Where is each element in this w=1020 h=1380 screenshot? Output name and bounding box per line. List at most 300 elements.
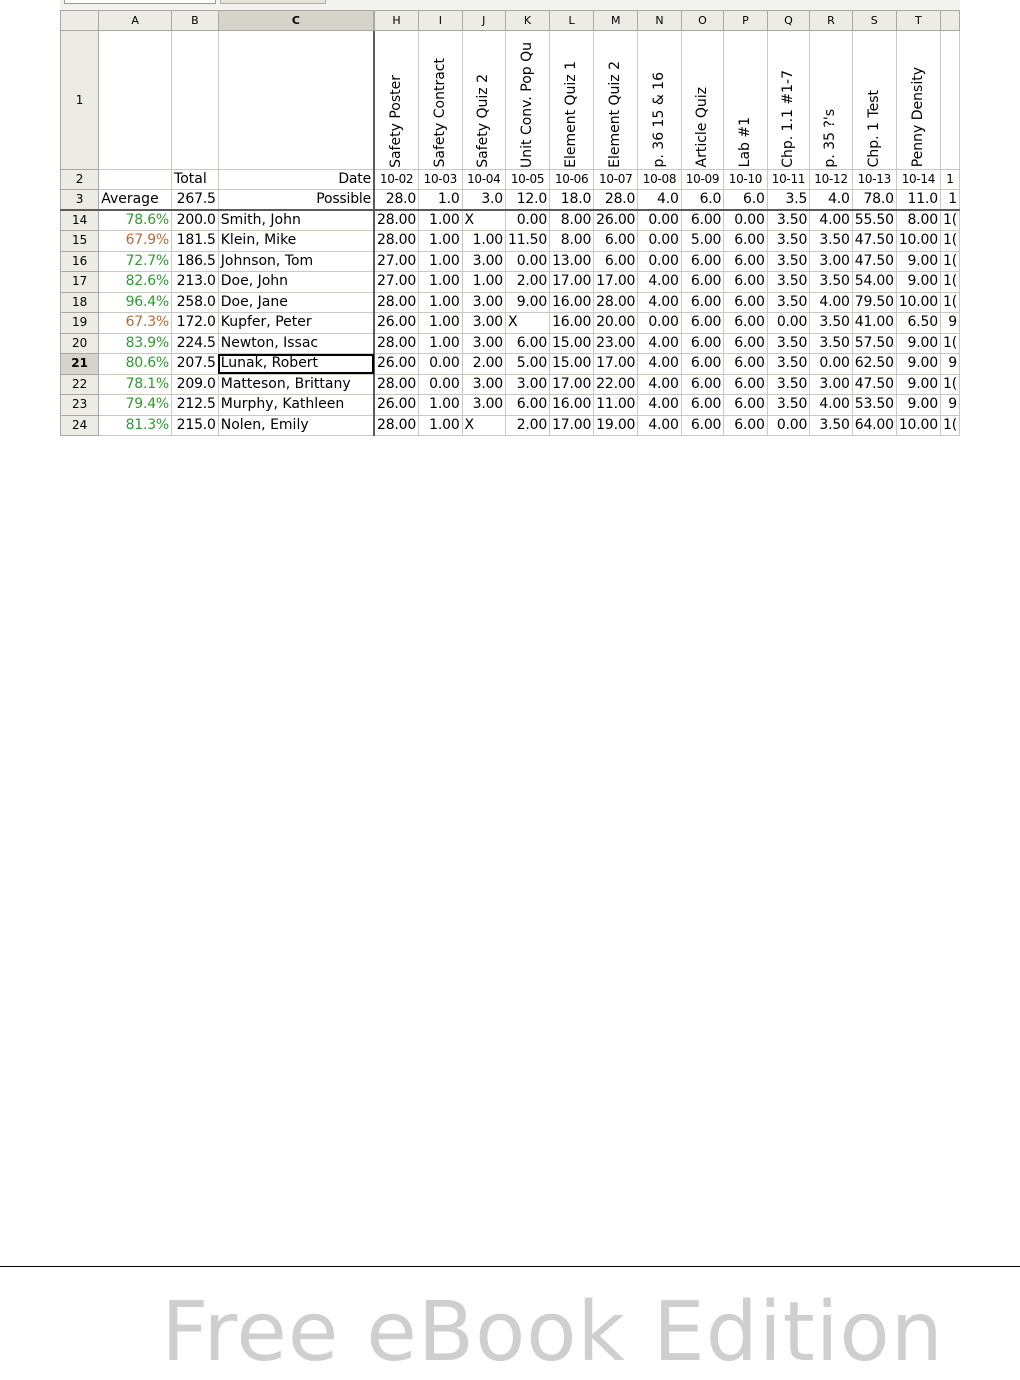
row-header[interactable]: 1 — [61, 31, 99, 170]
column-header-r[interactable]: R — [810, 11, 853, 31]
score-cell[interactable]: 26.00 — [374, 395, 419, 416]
score-cell[interactable]: 27.00 — [374, 251, 419, 272]
possible-points-cell[interactable]: 3.5 — [767, 190, 810, 211]
assignment-name: Element Quiz 1 — [563, 60, 580, 168]
percent-cell[interactable]: 81.3% — [99, 415, 172, 436]
column-header-t[interactable]: T — [896, 11, 940, 31]
date-cell[interactable]: 10-06 — [550, 170, 594, 190]
student-name-cell[interactable]: Doe, John — [218, 272, 374, 293]
column-header-h[interactable]: H — [374, 11, 419, 31]
score-cell[interactable]: X — [462, 415, 505, 436]
score-cell[interactable]: 8.00 — [550, 231, 594, 252]
total-cell[interactable]: 258.0 — [172, 292, 219, 313]
score-cell[interactable]: 3.50 — [767, 231, 810, 252]
assignment-name-cell[interactable] — [767, 31, 810, 170]
score-cell[interactable]: 8.00 — [550, 210, 594, 231]
assignment-name-cell[interactable] — [374, 31, 419, 170]
date-cell[interactable]: 1 — [940, 170, 959, 190]
score-cell[interactable]: 53.50 — [852, 395, 896, 416]
score-cell[interactable]: 3.00 — [462, 251, 505, 272]
row-header[interactable]: 3 — [61, 190, 99, 211]
score-cell[interactable]: 2.00 — [505, 415, 549, 436]
score-cell[interactable]: 6.00 — [681, 354, 724, 375]
score-cell[interactable]: 0.00 — [419, 374, 462, 395]
score-cell[interactable]: 1( — [940, 210, 959, 231]
score-cell[interactable]: 3.50 — [767, 272, 810, 293]
date-cell[interactable]: 10-02 — [374, 170, 419, 190]
score-cell[interactable]: 28.00 — [374, 210, 419, 231]
cell[interactable] — [218, 31, 374, 170]
row-header[interactable]: 17 — [61, 272, 99, 293]
score-cell[interactable]: 1( — [940, 231, 959, 252]
score-cell[interactable]: 26.00 — [374, 354, 419, 375]
column-header-l[interactable]: L — [550, 11, 594, 31]
column-header-row — [61, 11, 960, 31]
score-cell[interactable]: 9.00 — [896, 354, 940, 375]
total-cell[interactable]: 215.0 — [172, 415, 219, 436]
score-cell[interactable]: 3.00 — [462, 395, 505, 416]
score-cell[interactable]: 0.00 — [505, 251, 549, 272]
column-header-k[interactable]: K — [505, 11, 549, 31]
score-cell[interactable]: 1.00 — [419, 415, 462, 436]
date-cell[interactable]: 10-05 — [505, 170, 549, 190]
score-cell[interactable]: 47.50 — [852, 231, 896, 252]
score-cell[interactable]: 17.00 — [594, 272, 638, 293]
score-cell[interactable]: X — [505, 313, 549, 334]
student-name-cell[interactable]: Smith, John — [218, 210, 374, 231]
score-cell[interactable]: 1.00 — [419, 210, 462, 231]
row-header[interactable]: 20 — [61, 333, 99, 354]
score-cell[interactable]: 3.50 — [767, 354, 810, 375]
score-cell[interactable]: 62.50 — [852, 354, 896, 375]
assignment-name: Lab #1 — [736, 117, 753, 168]
score-cell[interactable]: 4.00 — [638, 272, 681, 293]
score-cell[interactable]: 0.00 — [638, 231, 681, 252]
column-header-o[interactable]: O — [681, 11, 724, 31]
assignment-name: p. 36 15 & 16 — [650, 72, 667, 168]
score-cell[interactable]: 6.00 — [681, 374, 724, 395]
score-cell[interactable]: 9.00 — [896, 374, 940, 395]
date-cell[interactable]: 10-03 — [419, 170, 462, 190]
date-cell[interactable]: 10-12 — [810, 170, 853, 190]
assignment-name-cell[interactable] — [724, 31, 767, 170]
score-cell[interactable]: 26.00 — [374, 313, 419, 334]
assignment-name: Article Quiz — [693, 87, 710, 168]
score-cell[interactable]: 6.00 — [681, 292, 724, 313]
score-cell[interactable]: 1.00 — [419, 231, 462, 252]
total-cell[interactable]: 213.0 — [172, 272, 219, 293]
possible-points-cell[interactable]: 6.0 — [681, 190, 724, 211]
column-header-n[interactable]: N — [638, 11, 681, 31]
assignment-name-cell[interactable] — [550, 31, 594, 170]
score-cell[interactable]: 1.00 — [462, 231, 505, 252]
assignment-name: Safety Contract — [431, 58, 448, 168]
score-cell[interactable]: 6.00 — [724, 333, 767, 354]
score-cell[interactable]: 1( — [940, 374, 959, 395]
score-cell[interactable]: 6.00 — [681, 415, 724, 436]
score-cell[interactable]: 3.00 — [810, 374, 853, 395]
column-header-i[interactable]: I — [419, 11, 462, 31]
total-cell[interactable]: 212.5 — [172, 395, 219, 416]
score-cell[interactable]: 28.00 — [374, 333, 419, 354]
assignment-name-cell[interactable] — [419, 31, 462, 170]
score-cell[interactable]: 9.00 — [896, 251, 940, 272]
percent-cell[interactable]: 72.7% — [99, 251, 172, 272]
cell[interactable] — [172, 31, 219, 170]
score-cell[interactable]: 28.00 — [374, 374, 419, 395]
score-cell[interactable]: 2.00 — [505, 272, 549, 293]
score-cell[interactable]: 17.00 — [550, 272, 594, 293]
score-cell[interactable]: 55.50 — [852, 210, 896, 231]
score-cell[interactable]: 28.00 — [374, 415, 419, 436]
assignment-name-row — [61, 31, 960, 170]
score-cell[interactable]: 0.00 — [767, 415, 810, 436]
score-cell[interactable]: 19.00 — [594, 415, 638, 436]
score-cell[interactable]: 15.00 — [550, 333, 594, 354]
score-cell[interactable]: 3.50 — [767, 251, 810, 272]
score-cell[interactable]: 17.00 — [594, 354, 638, 375]
score-cell[interactable]: 4.00 — [638, 292, 681, 313]
score-cell[interactable]: 3.00 — [462, 292, 505, 313]
date-cell[interactable]: 10-04 — [462, 170, 505, 190]
assignment-name: Unit Conv. Pop Qu — [519, 41, 536, 168]
possible-points-cell[interactable]: 4.0 — [810, 190, 853, 211]
score-cell[interactable]: 57.50 — [852, 333, 896, 354]
row-header[interactable]: 16 — [61, 251, 99, 272]
score-cell[interactable]: 2.00 — [462, 354, 505, 375]
score-cell[interactable]: 13.00 — [550, 251, 594, 272]
score-cell[interactable]: 0.00 — [419, 354, 462, 375]
toolbar-button[interactable] — [220, 0, 326, 4]
score-cell[interactable]: 6.00 — [724, 415, 767, 436]
date-cell[interactable]: 10-09 — [681, 170, 724, 190]
score-cell[interactable]: 1.00 — [419, 333, 462, 354]
student-name-cell[interactable]: Kupfer, Peter — [218, 313, 374, 334]
student-name-cell[interactable]: Lunak, Robert — [218, 354, 374, 375]
score-cell[interactable]: 3.00 — [462, 333, 505, 354]
date-label-cell[interactable]: Date — [218, 170, 374, 190]
name-box[interactable] — [64, 0, 216, 4]
assignment-name: Chp. 1.1 #1-7 — [779, 69, 796, 168]
score-cell[interactable]: 16.00 — [550, 395, 594, 416]
row-header[interactable]: 21 — [61, 354, 99, 375]
cell[interactable] — [99, 31, 172, 170]
student-name-cell[interactable]: Murphy, Kathleen — [218, 395, 374, 416]
student-name-cell[interactable]: Newton, Issac — [218, 333, 374, 354]
score-cell[interactable]: 1.00 — [419, 251, 462, 272]
assignment-name-cell[interactable] — [681, 31, 724, 170]
possible-label-cell[interactable]: Possible — [218, 190, 374, 211]
assignment-name-cell[interactable] — [940, 31, 959, 170]
total-cell[interactable]: 186.5 — [172, 251, 219, 272]
assignment-name-cell[interactable] — [852, 31, 896, 170]
percent-cell[interactable]: 78.1% — [99, 374, 172, 395]
possible-points-cell[interactable]: 28.0 — [594, 190, 638, 211]
possible-points-cell[interactable]: 18.0 — [550, 190, 594, 211]
score-cell[interactable]: 47.50 — [852, 251, 896, 272]
score-cell[interactable]: 4.00 — [638, 354, 681, 375]
total-cell[interactable]: 207.5 — [172, 354, 219, 375]
average-label-cell[interactable]: Average — [99, 190, 172, 211]
row-header[interactable]: 19 — [61, 313, 99, 334]
score-cell[interactable]: 15.00 — [550, 354, 594, 375]
percent-cell[interactable]: 67.9% — [99, 231, 172, 252]
score-cell[interactable]: 11.50 — [505, 231, 549, 252]
score-cell[interactable]: 6.00 — [724, 313, 767, 334]
score-cell[interactable]: 6.00 — [724, 231, 767, 252]
student-name-cell[interactable]: Matteson, Brittany — [218, 374, 374, 395]
student-row — [61, 231, 960, 252]
student-row — [61, 292, 960, 313]
date-cell[interactable]: 10-07 — [594, 170, 638, 190]
score-cell[interactable]: 6.00 — [681, 210, 724, 231]
score-cell[interactable]: 26.00 — [594, 210, 638, 231]
score-cell[interactable]: 27.00 — [374, 272, 419, 293]
score-cell[interactable]: 6.00 — [724, 251, 767, 272]
score-cell[interactable]: 6.50 — [896, 313, 940, 334]
score-cell[interactable]: 3.50 — [767, 210, 810, 231]
score-cell[interactable]: 17.00 — [550, 374, 594, 395]
score-cell[interactable]: 0.00 — [638, 313, 681, 334]
row-header[interactable]: 23 — [61, 395, 99, 416]
score-cell[interactable]: 9.00 — [896, 272, 940, 293]
total-cell[interactable]: 224.5 — [172, 333, 219, 354]
score-cell[interactable]: 6.00 — [724, 354, 767, 375]
row-header[interactable]: 15 — [61, 231, 99, 252]
spreadsheet-viewport — [60, 0, 960, 445]
score-cell[interactable]: 41.00 — [852, 313, 896, 334]
score-cell[interactable]: 64.00 — [852, 415, 896, 436]
student-name-cell[interactable]: Doe, Jane — [218, 292, 374, 313]
row-header[interactable]: 14 — [61, 210, 99, 231]
score-cell[interactable]: X — [462, 210, 505, 231]
date-cell[interactable]: 10-10 — [724, 170, 767, 190]
score-cell[interactable]: 10.00 — [896, 292, 940, 313]
score-cell[interactable]: 47.50 — [852, 374, 896, 395]
possible-points-cell[interactable]: 3.0 — [462, 190, 505, 211]
score-cell[interactable]: 3.00 — [810, 251, 853, 272]
percent-cell[interactable]: 67.3% — [99, 313, 172, 334]
possible-points-cell[interactable]: 78.0 — [852, 190, 896, 211]
total-cell[interactable]: 200.0 — [172, 210, 219, 231]
score-cell[interactable]: 6.00 — [681, 395, 724, 416]
score-cell[interactable]: 0.00 — [767, 313, 810, 334]
score-cell[interactable]: 5.00 — [505, 354, 549, 375]
score-cell[interactable]: 10.00 — [896, 415, 940, 436]
score-cell[interactable]: 6.00 — [681, 333, 724, 354]
student-name-cell[interactable]: Klein, Mike — [218, 231, 374, 252]
score-cell[interactable]: 6.00 — [594, 231, 638, 252]
score-cell[interactable]: 9 — [940, 354, 959, 375]
score-cell[interactable]: 8.00 — [896, 210, 940, 231]
total-cell[interactable]: 172.0 — [172, 313, 219, 334]
score-cell[interactable]: 3.50 — [767, 395, 810, 416]
student-name-cell[interactable]: Johnson, Tom — [218, 251, 374, 272]
assignment-name-cell[interactable] — [505, 31, 549, 170]
percent-cell[interactable]: 82.6% — [99, 272, 172, 293]
assignment-name-cell[interactable] — [594, 31, 638, 170]
score-cell[interactable]: 3.50 — [810, 415, 853, 436]
percent-cell[interactable]: 80.6% — [99, 354, 172, 375]
score-cell[interactable]: 6.00 — [681, 313, 724, 334]
score-cell[interactable]: 1( — [940, 251, 959, 272]
score-cell[interactable]: 3.50 — [767, 374, 810, 395]
student-row — [61, 374, 960, 395]
score-cell[interactable]: 1.00 — [462, 272, 505, 293]
score-cell[interactable]: 16.00 — [550, 313, 594, 334]
column-header-c[interactable]: C — [218, 11, 374, 31]
possible-points-cell[interactable]: 1 — [940, 190, 959, 211]
row-header[interactable]: 18 — [61, 292, 99, 313]
possible-points-cell[interactable]: 6.0 — [724, 190, 767, 211]
score-cell[interactable]: 4.00 — [810, 210, 853, 231]
possible-points-cell[interactable]: 12.0 — [505, 190, 549, 211]
student-row — [61, 210, 960, 231]
score-cell[interactable]: 5.00 — [681, 231, 724, 252]
possible-points-cell[interactable]: 11.0 — [896, 190, 940, 211]
column-header-s[interactable]: S — [852, 11, 896, 31]
row-header[interactable]: 2 — [61, 170, 99, 190]
score-cell[interactable]: 3.50 — [810, 313, 853, 334]
score-cell[interactable]: 1( — [940, 415, 959, 436]
student-row — [61, 333, 960, 354]
possible-points-cell[interactable]: 28.0 — [374, 190, 419, 211]
score-cell[interactable]: 9.00 — [896, 333, 940, 354]
total-label-cell[interactable]: Total — [172, 170, 219, 190]
assignment-name: p. 35 ?'s — [822, 108, 839, 168]
assignment-name-cell[interactable] — [638, 31, 681, 170]
score-cell[interactable]: 1( — [940, 272, 959, 293]
student-row — [61, 395, 960, 416]
score-cell[interactable]: 4.00 — [810, 292, 853, 313]
column-header-p[interactable]: P — [724, 11, 767, 31]
score-cell[interactable]: 9 — [940, 395, 959, 416]
score-cell[interactable]: 10.00 — [896, 231, 940, 252]
student-row — [61, 354, 960, 375]
score-cell[interactable]: 6.00 — [724, 272, 767, 293]
score-cell[interactable]: 28.00 — [374, 231, 419, 252]
column-header-a[interactable]: A — [99, 11, 172, 31]
score-cell[interactable]: 6.00 — [505, 395, 549, 416]
score-cell[interactable]: 6.00 — [724, 374, 767, 395]
score-cell[interactable]: 6.00 — [681, 272, 724, 293]
percent-cell[interactable]: 78.6% — [99, 210, 172, 231]
score-cell[interactable]: 0.00 — [638, 210, 681, 231]
score-cell[interactable]: 3.50 — [810, 333, 853, 354]
score-cell[interactable]: 54.00 — [852, 272, 896, 293]
row-header[interactable]: 22 — [61, 374, 99, 395]
assignment-name-cell[interactable] — [896, 31, 940, 170]
percent-cell[interactable]: 96.4% — [99, 292, 172, 313]
student-row — [61, 272, 960, 293]
student-name-cell[interactable]: Nolen, Emily — [218, 415, 374, 436]
score-cell[interactable]: 1( — [940, 333, 959, 354]
score-cell[interactable]: 0.00 — [724, 210, 767, 231]
select-all-corner[interactable] — [61, 11, 99, 31]
assignment-name-cell[interactable] — [810, 31, 853, 170]
score-cell[interactable]: 3.50 — [810, 272, 853, 293]
score-cell[interactable]: 4.00 — [638, 333, 681, 354]
score-cell[interactable]: 20.00 — [594, 313, 638, 334]
column-header-m[interactable]: M — [594, 11, 638, 31]
score-cell[interactable]: 17.00 — [550, 415, 594, 436]
score-cell[interactable]: 28.00 — [594, 292, 638, 313]
score-cell[interactable]: 79.50 — [852, 292, 896, 313]
score-cell[interactable]: 4.00 — [638, 374, 681, 395]
possible-points-cell[interactable]: 1.0 — [419, 190, 462, 211]
score-cell[interactable]: 4.00 — [810, 395, 853, 416]
score-cell[interactable]: 1.00 — [419, 272, 462, 293]
score-cell[interactable]: 1( — [940, 292, 959, 313]
score-cell[interactable]: 3.50 — [767, 292, 810, 313]
percent-cell[interactable]: 83.9% — [99, 333, 172, 354]
assignment-name: Element Quiz 2 — [607, 60, 624, 168]
possible-row — [61, 190, 960, 211]
score-cell[interactable]: 3.00 — [462, 313, 505, 334]
score-cell[interactable]: 6.00 — [594, 251, 638, 272]
assignment-name-cell[interactable] — [462, 31, 505, 170]
score-cell[interactable]: 3.50 — [767, 333, 810, 354]
score-cell[interactable]: 16.00 — [550, 292, 594, 313]
column-header-q[interactable]: Q — [767, 11, 810, 31]
score-cell[interactable]: 9.00 — [896, 395, 940, 416]
score-cell[interactable]: 22.00 — [594, 374, 638, 395]
date-cell[interactable]: 10-11 — [767, 170, 810, 190]
date-cell[interactable]: 10-08 — [638, 170, 681, 190]
column-header-j[interactable]: J — [462, 11, 505, 31]
score-cell[interactable]: 0.00 — [505, 210, 549, 231]
score-cell[interactable]: 1.00 — [419, 313, 462, 334]
score-cell[interactable]: 6.00 — [724, 292, 767, 313]
score-cell[interactable]: 6.00 — [681, 251, 724, 272]
total-cell[interactable]: 181.5 — [172, 231, 219, 252]
score-cell[interactable]: 3.00 — [505, 374, 549, 395]
score-cell[interactable]: 4.00 — [638, 395, 681, 416]
score-cell[interactable]: 9.00 — [505, 292, 549, 313]
score-cell[interactable]: 3.00 — [462, 374, 505, 395]
assignment-name: Chp. 1 Test — [865, 90, 882, 168]
score-cell[interactable]: 6.00 — [724, 395, 767, 416]
assignment-name: Penny Density — [909, 67, 926, 168]
total-possible-cell[interactable]: 267.5 — [172, 190, 219, 211]
assignment-name: Safety Quiz 2 — [475, 73, 492, 168]
date-cell[interactable]: 10-13 — [852, 170, 896, 190]
score-cell[interactable]: 6.00 — [505, 333, 549, 354]
score-cell[interactable]: 28.00 — [374, 292, 419, 313]
total-cell[interactable]: 209.0 — [172, 374, 219, 395]
footer-divider — [0, 1266, 1020, 1267]
percent-cell[interactable]: 79.4% — [99, 395, 172, 416]
student-row — [61, 251, 960, 272]
column-header-b[interactable]: B — [172, 11, 219, 31]
student-row — [61, 415, 960, 436]
score-cell[interactable]: 9 — [940, 313, 959, 334]
score-cell[interactable]: 23.00 — [594, 333, 638, 354]
date-row — [61, 170, 960, 190]
row-header[interactable]: 24 — [61, 415, 99, 436]
column-header-partial[interactable] — [940, 11, 959, 31]
score-cell[interactable]: 3.50 — [810, 231, 853, 252]
score-cell[interactable]: 1.00 — [419, 292, 462, 313]
date-cell[interactable]: 10-14 — [896, 170, 940, 190]
possible-points-cell[interactable]: 4.0 — [638, 190, 681, 211]
score-cell[interactable]: 0.00 — [810, 354, 853, 375]
score-cell[interactable]: 0.00 — [638, 251, 681, 272]
cell[interactable] — [99, 170, 172, 190]
score-cell[interactable]: 1.00 — [419, 395, 462, 416]
score-cell[interactable]: 4.00 — [638, 415, 681, 436]
score-cell[interactable]: 11.00 — [594, 395, 638, 416]
